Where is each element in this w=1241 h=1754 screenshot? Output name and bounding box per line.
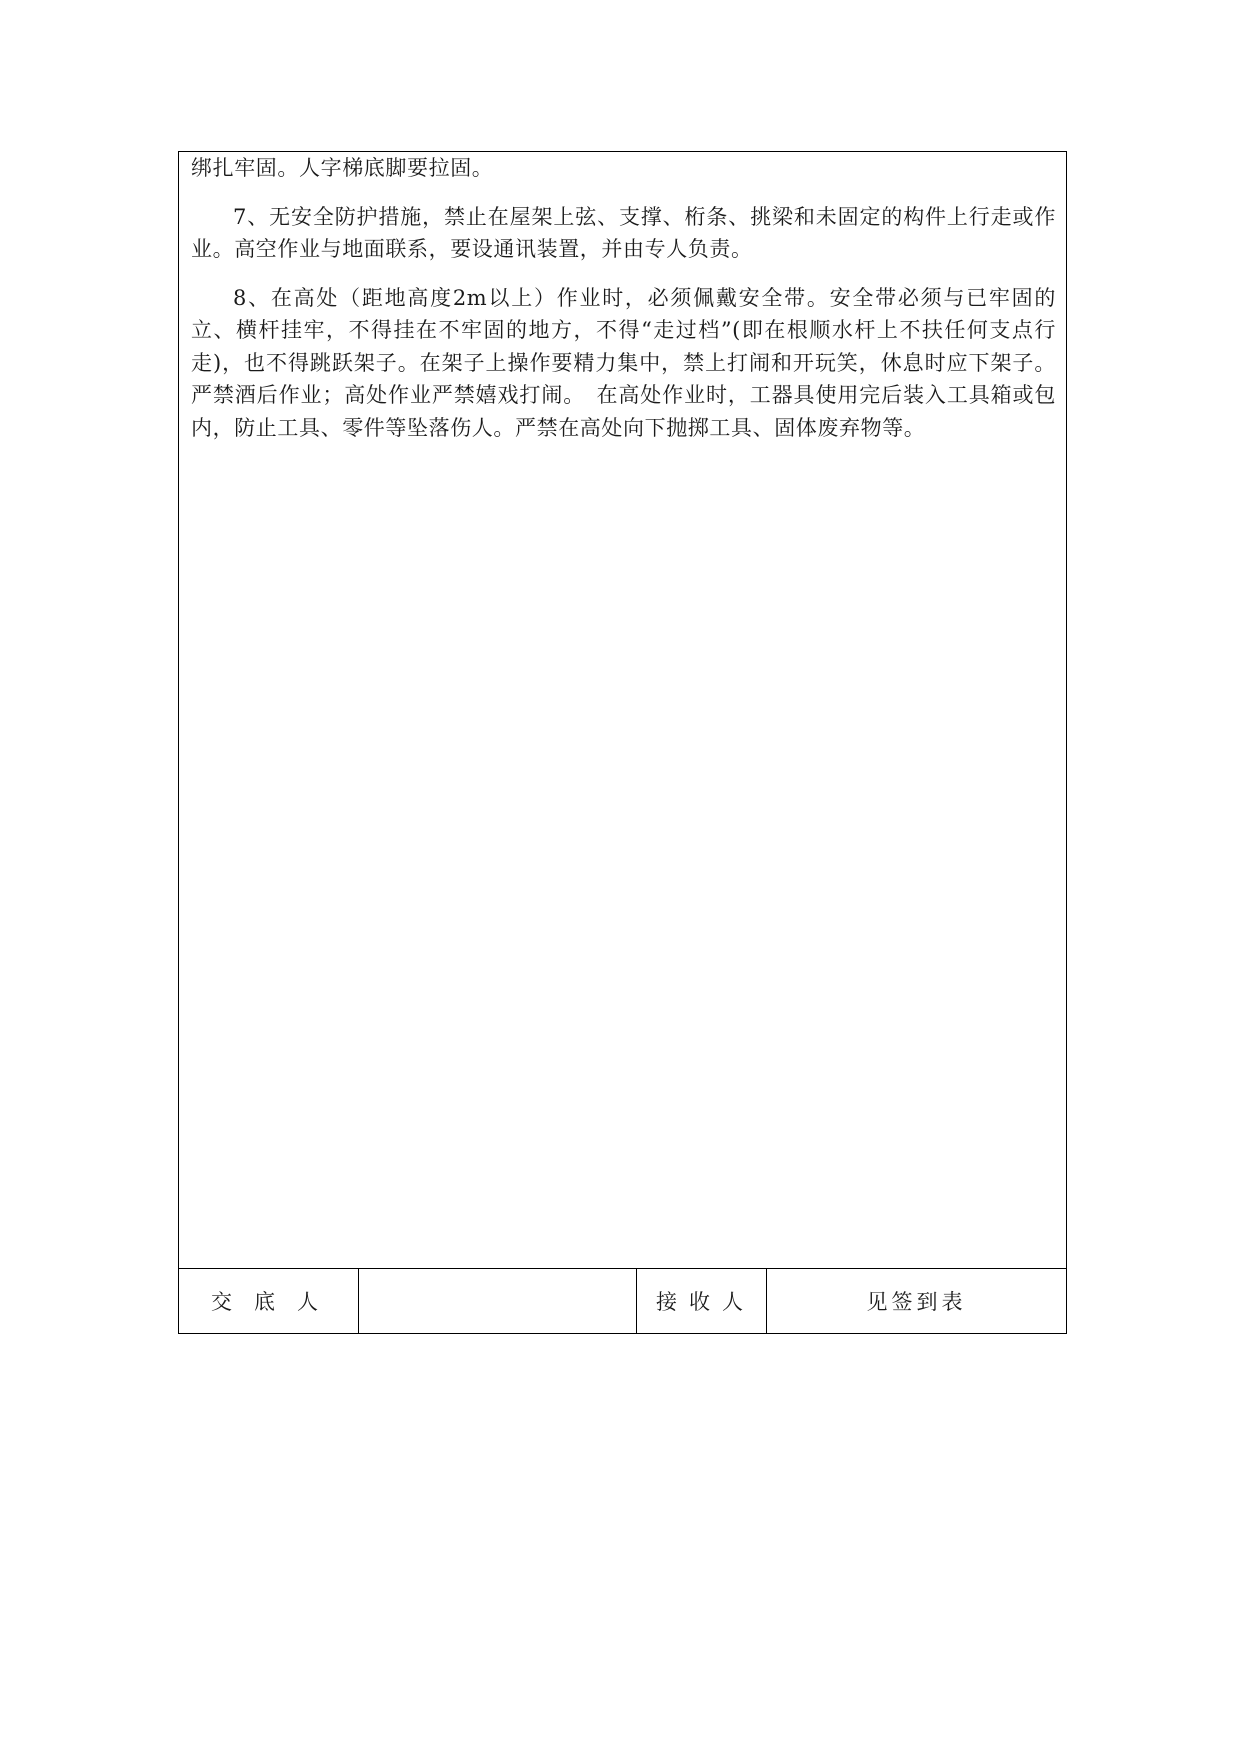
receiver-field[interactable]: 见签到表	[866, 1290, 967, 1314]
disclosure-form	[178, 151, 1067, 1334]
paragraph-continuation: 绑扎牢固。人字梯底脚要拉固。	[191, 156, 494, 180]
paragraph-item-8: 8、在高处（距地高度2m以上）作业时，必须佩戴安全带。安全带必须与已牢固的立、横杆挂牢，不得挂在不牢固的地方，不得“走过档”(即在根顺水杆上不扶任何支点行走)，也不得跳跃架子。在架子上操作要精力集中，禁上打闹和开玩笑，休息时应下架子。严禁酒后作业；高处作业严禁嬉戏打闹。 在高处作业时，工器具使用完后装入工具箱或包内，防止工具、零件等坠落伤人。严禁在高处向下抛掷工具、固体废弃物等。	[191, 285, 1056, 440]
handover-person-label: 交底人	[179, 1269, 359, 1333]
paragraph-item-7: 7、无安全防护措施，禁止在屋架上弦、支撑、桁条、挑梁和未固定的构件上行走或作业。高空作业与地面联系，要设通讯装置，并由专人负责。	[191, 204, 1056, 261]
handover-person-field[interactable]	[359, 1269, 637, 1333]
signature-row	[179, 1269, 1066, 1333]
receiver-label: 接收人	[637, 1269, 767, 1333]
content-area	[179, 152, 1066, 1269]
